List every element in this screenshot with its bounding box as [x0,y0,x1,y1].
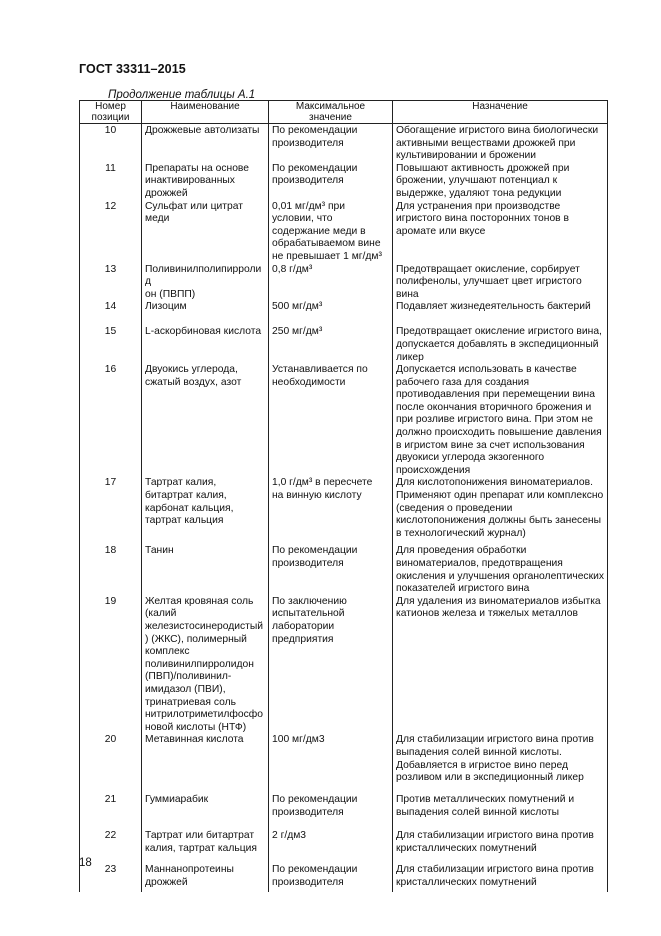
table-row [80,163,608,201]
max-value-cell: 500 мг/дм³ [269,301,393,326]
purpose-cell: Для удаления из виноматериалов избытка катионов железа и тяжелых металлов [393,596,608,735]
position-cell: 16 [80,364,142,477]
position-cell: 19 [80,596,142,735]
max-value-cell: 2 г/дм3 [269,830,393,864]
position-cell: 17 [80,477,142,545]
max-value-cell: Устанавливается по необходимости [269,364,393,477]
name-cell: Двуокись углерода, сжатый воздух, азот [142,364,269,477]
max-value-cell: По рекомендации производителя [269,794,393,830]
name-cell: Метавинная кислота [142,734,269,794]
position-cell: 20 [80,734,142,794]
max-value-cell: По рекомендации производителя [269,864,393,892]
max-value-cell: По рекомендации производителя [269,163,393,201]
purpose-cell: Для устранения при производстве игристого вина посторонних тонов в аромате или вкусе [393,201,608,264]
table-row [80,864,608,892]
table-row [80,477,608,545]
max-value-cell: По рекомендации производителя [269,124,393,163]
table-row [80,545,608,595]
max-value-cell: 0,01 мг/дм³ при условии, что содержание меди в обрабатываемом вине не превышает 1 мг/дм³ [269,201,393,264]
purpose-cell: Обогащение игристого вина биологически активными веществами дрожжей при культивировании и брожении [393,124,608,163]
table-row [80,124,608,163]
purpose-cell: Подавляет жизнедеятельность бактерий [393,301,608,326]
name-cell: Гуммиарабик [142,794,269,830]
table-row [80,264,608,302]
purpose-cell: Повышают активность дрожжей при брожении, улучшают потенциал к выдержке, удаляют тона редукции [393,163,608,201]
table-row [80,734,608,794]
position-cell: 15 [80,326,142,364]
name-cell: Тартрат калия, битартрат калия, карбонат кальция, тартрат кальция [142,477,269,545]
table-row [80,326,608,364]
purpose-cell: Для стабилизации игристого вина против выпадения солей винной кислоты. Добавляется в игристое вино перед розливом или в экспедиционный ликер [393,734,608,794]
max-value-cell: 0,8 г/дм³ [269,264,393,302]
column-header-name: Наименование [142,101,269,124]
table-row [80,364,608,477]
position-cell: 14 [80,301,142,326]
position-cell: 12 [80,201,142,264]
table-caption: Продолжение таблицы А.1 [108,89,256,101]
max-value-cell: По заключению испытательной лаборатории предприятия [269,596,393,735]
position-cell: 21 [80,794,142,830]
position-cell: 10 [80,124,142,163]
purpose-cell: Для стабилизации игристого вина против кристаллических помутнений [393,864,608,892]
name-cell: Поливинилполипирролид он (ПВПП) [142,264,269,302]
purpose-cell: Предотвращает окисление игристого вина, допускается добавлять в экспедиционный ликер [393,326,608,364]
max-value-cell: 100 мг/дм3 [269,734,393,794]
name-cell: Маннанопротеины дрожжей [142,864,269,892]
page-number: 18 [79,857,92,869]
column-header-max-value: Максимальное значение [269,101,393,124]
name-cell: Сульфат или цитрат меди [142,201,269,264]
name-cell: L-аскорбиновая кислота [142,326,269,364]
name-cell: Препараты на основе инактивированных дрожжей [142,163,269,201]
purpose-cell: Для проведения обработки виноматериалов, предотвращения окисления и улучшения органолептических показателей игристого вина [393,545,608,595]
position-cell: 22 [80,830,142,864]
column-header-position: Номер позиции [80,101,142,124]
table-row [80,794,608,830]
position-cell: 13 [80,264,142,302]
additives-table [79,100,608,892]
max-value-cell: По рекомендации производителя [269,545,393,595]
position-cell: 11 [80,163,142,201]
table-row [80,301,608,326]
name-cell: Желтая кровяная соль (калий железистосинеродистый ) (ЖКС), полимерный комплекс поливинилпирролидон (ПВП)/поливинил- имидазол (ПВИ), тринатриевая соль нитрилотриметилфосфо новой кислоты (НТФ) [142,596,269,735]
purpose-cell: Для стабилизации игристого вина против кристаллических помутнений [393,830,608,864]
max-value-cell: 250 мг/дм³ [269,326,393,364]
document-header: ГОСТ 33311–2015 [79,62,186,76]
purpose-cell: Допускается использовать в качестве рабочего газа для создания противодавления при перемещении вина после окончания вторичного брожения и при розливе игристого вина. При этом не должно происходить повышение давления в игристом вине за счет использования двуокиси углерода экзогенного происхождения [393,364,608,477]
table-header-row [80,101,608,124]
name-cell: Лизоцим [142,301,269,326]
table-row [80,830,608,864]
purpose-cell: Предотвращает окисление, сорбирует полифенолы, улучшает цвет игристого вина [393,264,608,302]
position-cell: 18 [80,545,142,595]
table-row [80,596,608,735]
name-cell: Тартрат или битартрат калия, тартрат кальция [142,830,269,864]
name-cell: Танин [142,545,269,595]
name-cell: Дрожжевые автолизаты [142,124,269,163]
position-cell: 23 [80,864,142,892]
table-row [80,201,608,264]
purpose-cell: Против металлических помутнений и выпадения солей винной кислоты [393,794,608,830]
column-header-purpose: Назначение [393,101,608,124]
max-value-cell: 1,0 г/дм³ в пересчете на винную кислоту [269,477,393,545]
purpose-cell: Для кислотопонижения виноматериалов. Применяют один препарат или комплексно (сведения о проведении кислотопонижения должны быть занесены в технологический журнал) [393,477,608,545]
